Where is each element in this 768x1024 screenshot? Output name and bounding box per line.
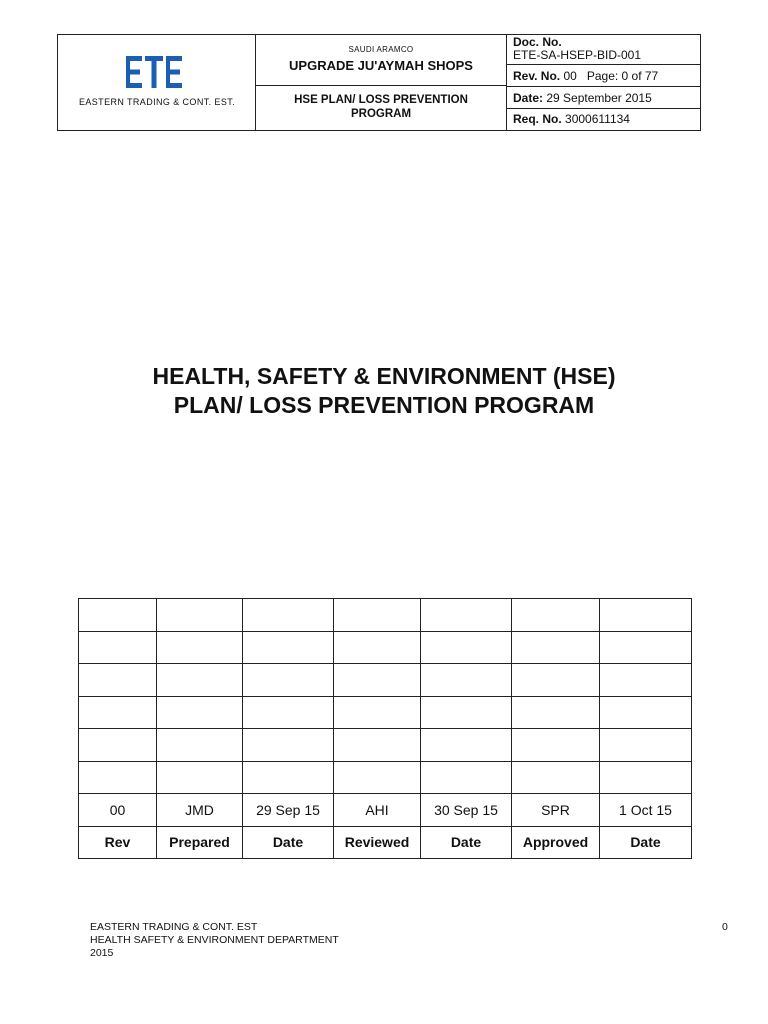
table-cell (600, 664, 692, 697)
rev-no-row (507, 65, 700, 87)
table-cell (79, 761, 157, 794)
table-header-cell: Prepared (157, 826, 243, 859)
table-cell (243, 761, 334, 794)
table-cell: 00 (79, 794, 157, 827)
req-no-row (507, 109, 700, 130)
table-cell (512, 729, 600, 762)
document-title (0, 362, 768, 420)
table-cell (421, 729, 512, 762)
table-cell: 29 Sep 15 (243, 794, 334, 827)
title-line-2: PLAN/ LOSS PREVENTION PROGRAM (173, 392, 595, 418)
title-cell (256, 35, 507, 130)
doc-no-label: Doc. No. (513, 35, 562, 49)
table-cell (79, 696, 157, 729)
client-name: SAUDI ARAMCO (348, 45, 414, 54)
table-cell (79, 599, 157, 632)
table-cell (600, 631, 692, 664)
ete-logo-icon (126, 54, 182, 90)
table-cell (79, 631, 157, 664)
table-row (79, 696, 692, 729)
table-cell (334, 696, 421, 729)
table-cell (79, 664, 157, 697)
table-cell (157, 599, 243, 632)
req-no-label: Req. No. (513, 112, 562, 126)
table-cell: 30 Sep 15 (421, 794, 512, 827)
doc-no-value: ETE-SA-HSEP-BID-001 (513, 48, 642, 62)
table-cell (79, 729, 157, 762)
table-header-cell: Rev (79, 826, 157, 859)
table-cell (243, 696, 334, 729)
table-cell (243, 631, 334, 664)
table-header-cell: Date (243, 826, 334, 859)
page-count: Page: 0 of 77 (586, 69, 659, 83)
table-cell (334, 761, 421, 794)
table-cell (421, 599, 512, 632)
date-row (507, 87, 700, 109)
table-cell (243, 664, 334, 697)
table-cell (157, 631, 243, 664)
meta-cell (507, 35, 700, 130)
footer-department: HEALTH SAFETY & ENVIRONMENT DEPARTMENT (90, 934, 339, 946)
rev-no-label: Rev. No. (513, 69, 561, 83)
table-cell (512, 631, 600, 664)
table-cell (600, 761, 692, 794)
table-header-cell: Date (600, 826, 692, 859)
table-cell (157, 761, 243, 794)
table-cell (600, 599, 692, 632)
table-row (79, 729, 692, 762)
table-cell (512, 696, 600, 729)
table-cell (600, 729, 692, 762)
table-cell (421, 761, 512, 794)
table-header-row (79, 826, 692, 859)
footer (90, 921, 339, 960)
table-cell (334, 599, 421, 632)
plan-title: HSE PLAN/ LOSS PREVENTION PROGRAM (294, 94, 468, 120)
revision-table (78, 598, 692, 859)
table-cell: JMD (157, 794, 243, 827)
table-cell (243, 599, 334, 632)
table-cell (157, 664, 243, 697)
table-cell: AHI (334, 794, 421, 827)
date-value: 29 September 2015 (546, 91, 652, 105)
table-cell (512, 761, 600, 794)
table-header-cell: Date (421, 826, 512, 859)
table-cell (512, 599, 600, 632)
table-row (79, 794, 692, 827)
table-cell (334, 631, 421, 664)
footer-company: EASTERN TRADING & CONT. EST (90, 921, 258, 933)
project-name: UPGRADE JU'AYMAH SHOPS (289, 58, 473, 73)
table-cell (512, 664, 600, 697)
table-cell (421, 664, 512, 697)
date-label: Date: (513, 91, 544, 105)
logo-cell (58, 35, 256, 130)
table-header-cell: Approved (512, 826, 600, 859)
rev-no-value: 00 (563, 69, 577, 83)
doc-no-row (507, 35, 700, 65)
table-cell (157, 729, 243, 762)
table-row (79, 631, 692, 664)
document-header (57, 34, 701, 131)
table-row (79, 599, 692, 632)
table-cell (421, 631, 512, 664)
req-no-value: 3000611134 (565, 112, 630, 126)
project-cell (256, 35, 506, 86)
table-cell (157, 696, 243, 729)
footer-year: 2015 (90, 947, 114, 959)
table-cell (600, 696, 692, 729)
table-row (79, 761, 692, 794)
title-line-1: HEALTH, SAFETY & ENVIRONMENT (HSE) (152, 363, 616, 389)
table-cell: SPR (512, 794, 600, 827)
table-header-cell: Reviewed (334, 826, 421, 859)
company-name: EASTERN TRADING & CONT. EST. (78, 97, 236, 107)
table-cell (421, 696, 512, 729)
table-cell (334, 729, 421, 762)
table-cell: 1 Oct 15 (600, 794, 692, 827)
table-row (79, 664, 692, 697)
page-number: 0 (722, 921, 728, 933)
table-cell (334, 664, 421, 697)
table-cell (243, 729, 334, 762)
